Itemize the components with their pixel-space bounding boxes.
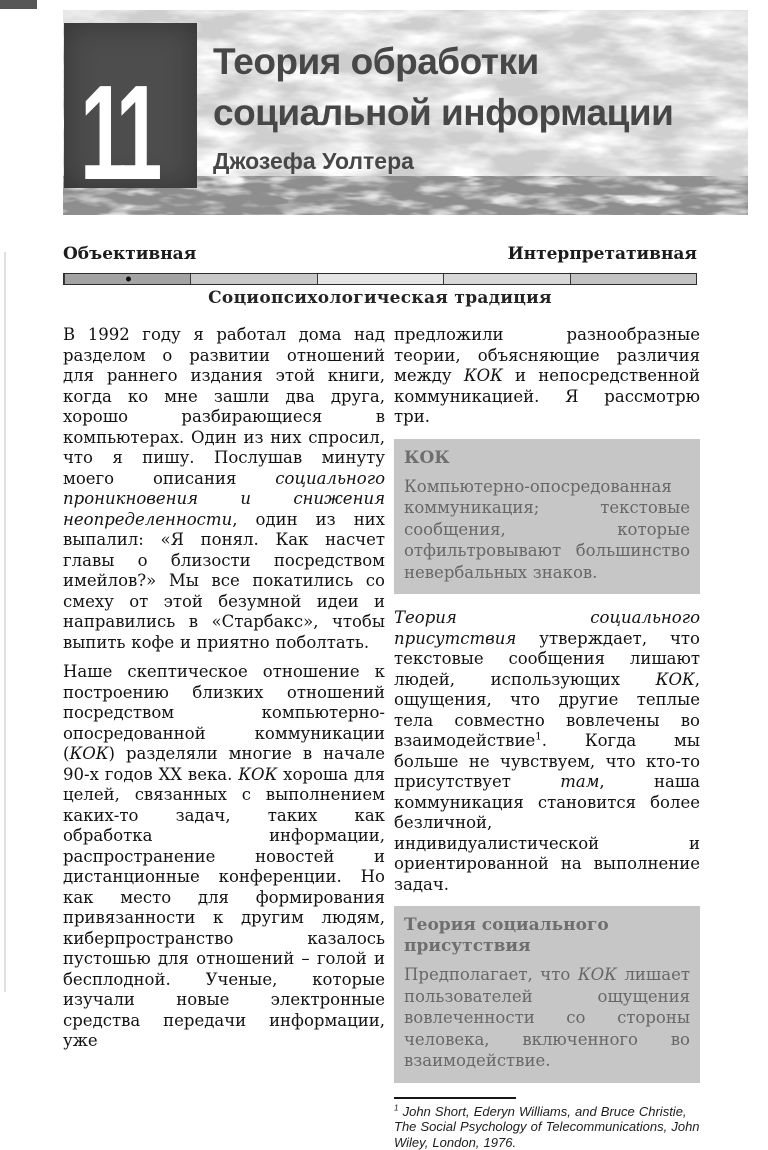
spectrum-left-label: Объективная: [63, 244, 196, 264]
spectrum-segment-2: [190, 274, 316, 284]
footnote: $^1$ John Short, Ederyn Williams, and Bruce Christie, The Social Psychology of Telecommunications, John Wiley, London, 1976.: [394, 1104, 700, 1150]
chapter-header: [63, 10, 748, 215]
spectrum-right-label: Интерпретативная: [508, 244, 697, 264]
chapter-subtitle: Джозефа Уолтера: [213, 147, 673, 175]
chapter-title-line1: Теория обработки: [213, 36, 673, 87]
paragraph-intro: В 1992 году я работал дома над разделом о развитии отношений для раннего издания этой книги, когда ко мне зашли два друга, хорошо разбирающиеся в компьютерах. Один из них спросил, что я пишу. Послушав минуту моего описания социального проникновения и снижения неопределенности, один из них выпалил: «Я понял. Как насчет главы о близости посредством имейлов?» Мы все покатились со смеху от этой безумной идеи и направились в «Старбакс», чтобы выпить кофе и приятно поболтать.: [63, 325, 385, 653]
definition-box-kok-body: Компьютерно-опосредованная коммуникация; текстовые сообщения, которые отфильтровывают большинство невербальных знаков.: [404, 476, 690, 584]
spectrum-marker-dot: [126, 277, 131, 282]
article-body: [63, 325, 700, 1150]
spectrum-segment-5: [570, 274, 696, 284]
paragraph-skepticism: Наше скептическое отношение к построению близких отношений посредством компьютерно-опосредованной коммуникации (КОК) разделяли многие в начале 90-х годов XX века. КОК хороша для целей, связанных с выполнением каких-то задач, таких как обработка информации, распространение новостей и дистанционные конференции. Но как место для формирования привязанности к другим людям, киберпространство казалось пустошью для отношений – голой и бесплодной. Ученые, которые изучали новые электронные средства передачи информации, уже: [63, 662, 385, 1052]
scan-artifact-topleft: [0, 0, 37, 9]
article-right-column: [394, 325, 700, 1150]
chapter-title-line2: социальной информации: [213, 87, 673, 138]
chapter-number: 11: [80, 65, 156, 200]
spectrum-segment-3: [317, 274, 443, 284]
article-left-column: [63, 325, 385, 1150]
spectrum-labels-row: [63, 244, 697, 264]
definition-box-kok-title: КОК: [404, 448, 690, 469]
definition-box-kok: [394, 439, 700, 595]
footnote-separator: [394, 1097, 516, 1099]
definition-box-social-presence-title: Теория социального присутствия: [404, 915, 690, 957]
tradition-spectrum-bar: [63, 273, 697, 285]
page-edge-scan-line: [4, 252, 6, 992]
definition-box-social-presence-body: Предполагает, что КОК лишает пользователей ощущения вовлеченности со стороны человека, включенного во взаимодействие.: [404, 964, 690, 1072]
tradition-label: Социопсихологическая традиция: [63, 288, 697, 308]
definition-box-social-presence: [394, 906, 700, 1083]
chapter-number-box: [64, 23, 197, 188]
chapter-title-block: [213, 36, 673, 175]
spectrum-segment-4: [443, 274, 569, 284]
paragraph-social-presence: Теория социального присутствия утверждает, что текстовые сообщения лишают людей, использующих КОК, ощущения, что другие теплые тела совместно вовлечены во взаимодействие$^1$. Когда мы больше не чувствуем, что кто-то присутствует там, наша коммуникация становится более безличной, индивидуалистической и ориентированной на выполнение задач.: [394, 608, 700, 895]
paragraph-theories: предложили разнообразные теории, объясняющие различия между КОК и непосредственной коммуникацией. Я рассмотрю три.: [394, 325, 700, 428]
